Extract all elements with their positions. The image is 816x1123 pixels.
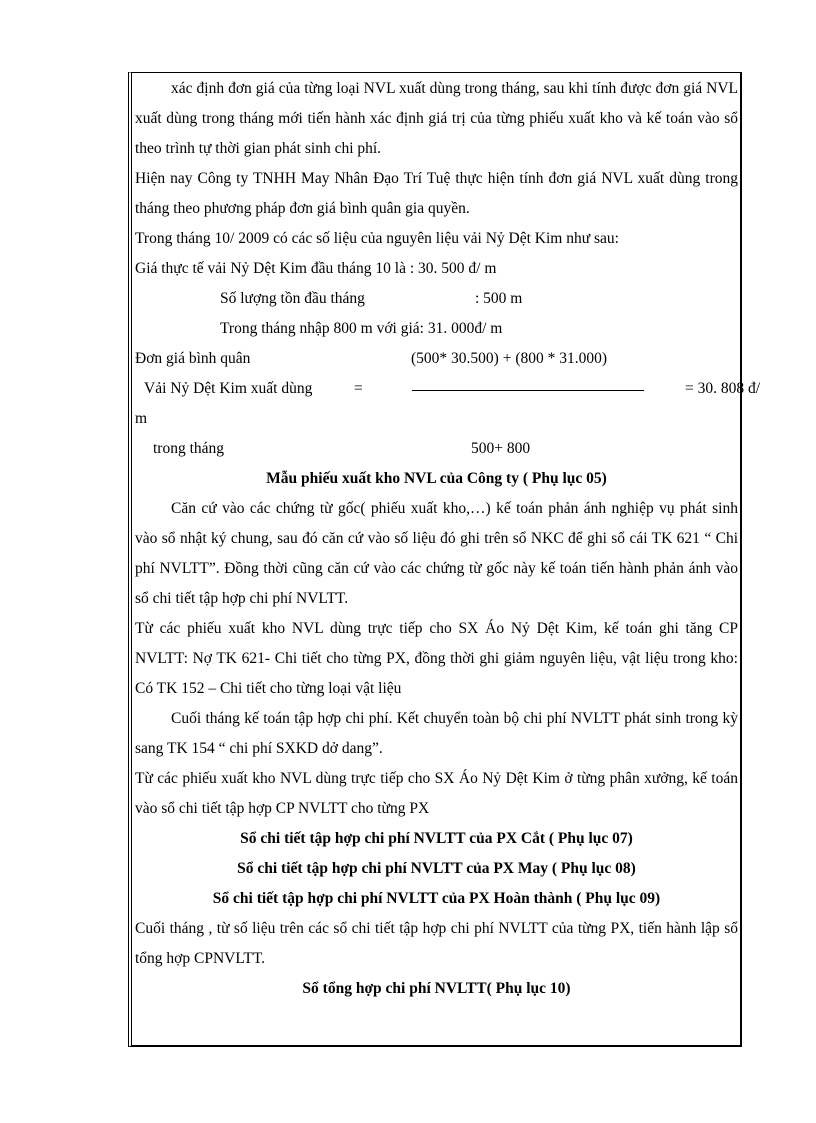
formula-unit-wrap: m <box>135 410 148 427</box>
formula-result: = 30. 808 đ/ <box>685 380 761 397</box>
formula-row-1 <box>135 344 738 374</box>
formula-label-line3: trong tháng <box>153 440 225 457</box>
heading-appendix-07: Sổ chi tiết tập hợp chi phí NVLTT của PX Cắt ( Phụ lục 07) <box>240 830 633 847</box>
formula-equals: = <box>354 380 363 397</box>
formula-row-unit <box>135 404 738 434</box>
heading-appendix-09: Sổ chi tiết tập hợp chi phí NVLTT của PX Hoàn thành ( Phụ lục 09) <box>212 890 661 907</box>
import-quantity-price: Trong tháng nhập 800 m với giá: 31. 000đ/ m <box>220 320 503 337</box>
paragraph-workshop-ledger: Từ các phiếu xuất kho NVL dùng trực tiếp cho SX Áo Nỷ Dệt Kim ở từng phân xưởng, kế toán vào sổ chi tiết tập hợp CP NVLTT cho từng PX <box>135 770 738 817</box>
heading-appendix-05: Mẫu phiếu xuất kho NVL của Công ty ( Phụ lục 05) <box>266 470 607 487</box>
paragraph-opening-price: Giá thực tế vải Nỷ Dệt Kim đầu tháng 10 là : 30. 500 đ/ m <box>135 260 497 277</box>
formula-row-2 <box>135 374 761 404</box>
paragraph-source-documents: Căn cứ vào các chứng từ gốc( phiếu xuất kho,…) kế toán phản ánh nghiệp vụ phát sinh vào sổ nhật ký chung, sau đó căn cứ vào số liệu đó ghi trên sổ NKC để ghi sổ cái TK 621 “ Chi phí NVLTT”. Đồng thời cũng căn cứ vào các chứng từ gốc này kế toán tiến hành phản ánh vào sổ chi tiết tập hợp chi phí NVLTT. <box>135 500 738 607</box>
import-line <box>135 314 738 344</box>
formula-denominator: 500+ 800 <box>471 440 531 457</box>
paragraph-october-data: Trong tháng 10/ 2009 có các số liệu của nguyên liệu vải Nỷ Dệt Kim như sau: <box>135 230 619 247</box>
document-body <box>135 74 761 1004</box>
paragraph-company-method: Hiện nay Công ty TNHH May Nhân Đạo Trí Tuệ thực hiện tính đơn giá NVL xuất dùng trong tháng theo phương pháp đơn giá bình quân gia quyền. <box>135 170 738 217</box>
formula-label-line2: Vải Nỷ Dệt Kim xuất dùng <box>144 380 313 397</box>
heading-appendix-10: Sổ tổng hợp chi phí NVLTT( Phụ lục 10) <box>302 980 571 997</box>
heading-appendix-08: Sổ chi tiết tập hợp chi phí NVLTT của PX May ( Phụ lục 08) <box>237 860 636 877</box>
opening-quantity-line <box>135 284 738 314</box>
paragraph-record-increase: Từ các phiếu xuất kho NVL dùng trực tiếp cho SX Áo Nỷ Dệt Kim, kế toán ghi tăng CP NVLTT: Nợ TK 621- Chi tiết cho từng PX, đồng thời ghi giảm nguyên liệu, vật liệu trong kho: Có TK 152 – Chi tiết cho từng loại vật liệu <box>135 620 738 697</box>
paragraph-month-end-transfer: Cuối tháng kế toán tập hợp chi phí. Kết chuyển toàn bộ chi phí NVLTT phát sinh trong kỳ sang TK 154 “ chi phí SXKD dở dang”. <box>135 710 738 757</box>
opening-quantity-value: : 500 m <box>475 290 523 307</box>
paragraph-summary-ledger: Cuối tháng , từ số liệu trên các sổ chi tiết tập hợp chi phí NVLTT của từng PX, tiến hành lập sổ tổng hợp CPNVLTT. <box>135 920 738 967</box>
formula-label-line1: Đơn giá bình quân <box>135 350 251 367</box>
fraction-line <box>412 390 644 391</box>
paragraph-unit-price-method: xác định đơn giá của từng loại NVL xuất dùng trong tháng, sau khi tính được đơn giá NVL xuất dùng trong tháng mới tiến hành xác định giá trị của từng phiếu xuất kho và kế toán vào sổ theo trình tự thời gian phát sinh chi phí. <box>135 80 738 157</box>
formula-numerator: (500* 30.500) + (800 * 31.000) <box>411 350 608 367</box>
formula-row-3 <box>135 434 738 464</box>
opening-quantity-label: Số lượng tồn đầu tháng <box>220 290 365 307</box>
